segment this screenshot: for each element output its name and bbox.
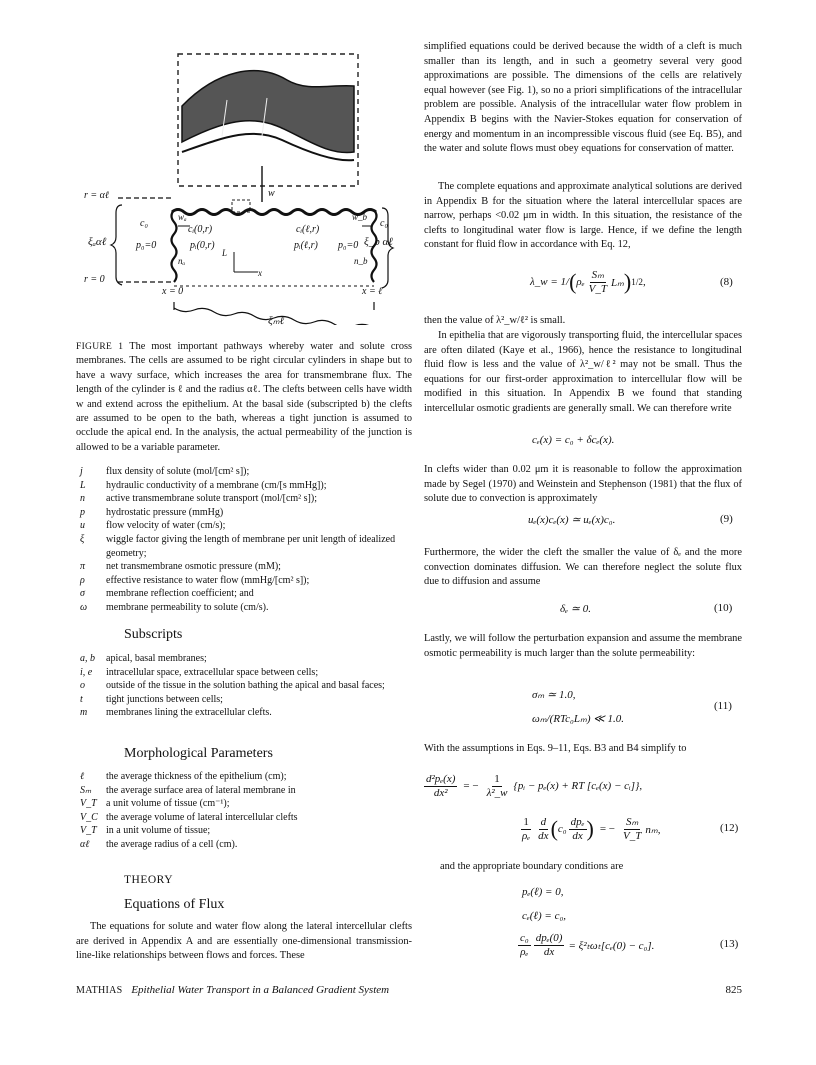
flux-heading: Equations of Flux [124, 897, 225, 912]
figure-caption [76, 340, 412, 455]
label-xi-bottom: ξₘℓ [268, 315, 285, 327]
symbol-entry [80, 479, 410, 493]
equation-ce: cₑ(x) = c₀ + δcₑ(x). [532, 434, 615, 446]
label-cell-pi: pᵢ(x,αℓ) [182, 158, 209, 168]
eq11-number: (11) [714, 700, 732, 712]
caption-lead: FIGURE 1 [76, 342, 124, 352]
figure-1 [82, 40, 400, 325]
boundary-2: cₑ(ℓ) = c₀, [522, 910, 567, 922]
symbol-entry [80, 797, 410, 811]
right-p5: In clefts wider than 0.02 μm it is reasonable to follow the approximation made by Segel (1970) and Weinstein and Stephenson (1981) that the flux of solute due to convection is approximately [424, 464, 742, 505]
symbol-entry [80, 706, 410, 720]
page-number: 825 [725, 984, 742, 996]
symbol-entry [80, 811, 410, 825]
symbol-entry [80, 693, 410, 707]
footer-title: Epithelial Water Transport in a Balanced Gradient System [131, 984, 390, 996]
symbol: t [80, 693, 83, 705]
right-p8: With the assumptions in Eqs. 9–11, Eqs. B3 and B4 simplify to [424, 743, 687, 754]
label-cilr: cᵢ(ℓ,r) [296, 224, 320, 235]
symbol-definition: in a unit volume of tissue; [106, 825, 211, 837]
symbol: ρ [80, 574, 85, 586]
symbol-definition: active transmembrane solute transport (mol/[cm² s]); [106, 493, 317, 505]
equation-12a: $\frac{\text{d²pₑ(x)}}{\text{dx²}}$ = − $\frac{1}{\text{λ²\_w}}$ {pᵢ − pₑ(x) + RT [cₑ(x) − cᵢ]}, [426, 772, 643, 799]
symbol-definition: membrane reflection coefficient; and [106, 588, 254, 600]
symbol-entry [80, 574, 410, 588]
subscripts-list [80, 652, 410, 720]
label-xi-left: ξₐαℓ [88, 236, 107, 248]
label-x0: x = 0 [162, 286, 184, 297]
symbol-definition: effective resistance to water flow (mmHg/[cm² s]); [106, 574, 310, 586]
label-pi0r: pᵢ(0,r) [190, 240, 215, 251]
symbol: αℓ [80, 838, 90, 850]
apical-membrane [172, 210, 376, 215]
symbol: a, b [80, 653, 95, 664]
eq8-number: (8) [720, 276, 733, 288]
left-paragraph: The equations for solute and water flow along the lateral intercellular clefts are derived in Appendix A and are essentially one-dimensional transmission-line-like relationships between flows and forces. These [76, 921, 412, 962]
label-xi-right: ξ_b αℓ [364, 236, 393, 248]
symbol-definition: the average radius of a cell (cm). [106, 838, 238, 850]
symbol-definition: outside of the tissue in the solution bathing the apical and basal faces; [106, 680, 385, 692]
symbol-entry [80, 838, 410, 852]
symbol: V_C [80, 811, 98, 823]
symbol-definition: hydrostatic pressure (mmHg) [106, 506, 224, 518]
symbol-entry [80, 824, 410, 838]
symbol: o [80, 680, 85, 692]
symbol: ℓ [80, 771, 85, 782]
symbol-entry [80, 770, 410, 784]
subscripts-heading: Subscripts [124, 627, 183, 642]
morph-list [80, 770, 410, 852]
symbol: L [80, 479, 86, 491]
symbol: n [80, 493, 85, 505]
label-wa: wₐ [178, 212, 187, 222]
label-ci0r: cᵢ(0,r) [188, 224, 213, 235]
symbol-entry [80, 533, 410, 560]
theory-heading: THEORY [124, 874, 173, 886]
label-wb: w_b [352, 212, 368, 222]
symbol-entry [80, 492, 410, 506]
symbol-entry [80, 506, 410, 520]
right-p4: In epithelia that are vigorously transporting fluid, the intercellular spaces are often dilated (Kaye et al., 1966), hence the resistance to longitudinal fluid flow is less and the value of λ²_w/ℓ² may not be small. Thus the equations for our first-order approximation to intercellular flow will be modified in this situation. In Appendix B we found that standing intercellular osmotic gradients are generally small. We can therefore write [424, 330, 742, 414]
left-lateral-membrane [172, 210, 177, 282]
label-r-top: r = αℓ [84, 190, 110, 201]
label-na: nₐ [178, 256, 186, 266]
symbol-entry [80, 652, 410, 666]
right-p6: Furthermore, the wider the cleft the smaller the value of δₑ and the more convection dominates diffusion. We can therefore neglect the solute flux due to diffusion and assume [424, 547, 742, 588]
symbol-entry [80, 560, 410, 574]
label-nb: n_b [354, 256, 368, 266]
symbol-definition: net transmembrane osmotic pressure (mM); [106, 561, 281, 573]
symbol-entry [80, 519, 410, 533]
symbol-definition: wiggle factor giving the length of membrane per unit length of idealized geometry; [106, 533, 396, 559]
label-w: w [268, 188, 275, 199]
symbol: ξ [80, 533, 85, 545]
equation-11a: σₘ ≃ 1.0, [532, 689, 576, 701]
symbol: ω [80, 601, 88, 613]
symbol-definition: a unit volume of tissue (cm⁻¹); [106, 798, 230, 810]
equation-12b: $\frac{1}{\text{ρₑ}}$ $\frac{d}{dx}$ ( c₀ $\frac{\text{dpₑ}}{dx}$ ) = − $\frac{\text{Sₘ}}{V\_T}$ nₘ, [522, 815, 661, 842]
symbol-definition: membrane permeability to solute (cm/s). [106, 601, 269, 613]
label-p0-left: p₀=0 [136, 240, 157, 251]
caption-text: The most important pathways whereby water and solute cross membranes. The cells are assumed to be right circular cylinders in shape but to have a wavy surface, which increases the area for transmembrane flux. The length of the cylinder is ℓ and the radius αℓ. The clefts between cells have width w and extend across the epithelium. At the basal side (subscripted b) the clefts are assumed to be open to the bath, whereas a tight junction is assumed to occlude the apical end. In the analysis, the actual permeability of the junction is allowed to be a variable parameter. [76, 341, 412, 453]
equation-11b: ωₘ/(RTc₀Lₘ) ≪ 1.0. [532, 713, 625, 725]
boundary-3: $\frac{\text{c₀}}{\text{ρₑ}}$ $\frac{\text{dpₑ(0)}}{dx}$ = ξ²ₜωₜ[cₑ(0) − c₀]. [520, 931, 655, 958]
label-L: L [222, 248, 228, 258]
eq12-number: (12) [720, 822, 739, 834]
symbol: i, e [80, 666, 93, 678]
symbol-definition: intracellular space, extracellular space between cells; [106, 666, 319, 678]
symbol-definition: flow velocity of water (cm/s); [106, 520, 226, 532]
symbol-list [80, 465, 410, 615]
page-footer [76, 984, 742, 996]
symbol-definition: hydraulic conductivity of a membrane (cm/[s mmHg]); [106, 479, 327, 491]
symbol: m [80, 707, 88, 719]
eq10-number: (10) [714, 602, 733, 614]
label-pilr: pᵢ(ℓ,r) [294, 240, 318, 251]
equation-10: δₑ ≃ 0. [560, 603, 591, 615]
right-p2: The complete equations and approximate analytical solutions are derived in Appendix B for the situation where the lateral intercellular spaces are narrow, perhaps <0.02 μm in width. In this situation, the resistance of the clefts to longitudinal water flow is large. Hence, if we define the length constant for fluid flow in accordance with Eq. 12, [424, 181, 742, 251]
symbol-entry [80, 587, 410, 601]
morph-heading: Morphological Parameters [124, 746, 273, 761]
symbol: p [80, 506, 85, 518]
symbol-definition: the average surface area of lateral membrane in [106, 784, 296, 796]
eq13-number: (13) [720, 938, 739, 950]
symbol: σ [80, 588, 85, 600]
label-c0-left: c₀ [140, 218, 148, 229]
symbol: u [80, 520, 85, 532]
label-cell-ci: cᵢ(x,αℓ) [242, 140, 269, 150]
symbol: π [80, 561, 86, 573]
symbol: j [80, 466, 83, 477]
right-p7: Lastly, we will follow the perturbation expansion and assume the membrane osmotic permeability is much larger than the solute permeability: [424, 633, 742, 659]
symbol-definition: membranes lining the extracellular clefts. [106, 707, 272, 719]
symbol: Sₘ [80, 784, 92, 796]
eq9-number: (9) [720, 513, 733, 525]
label-p0-right: p₀=0 [338, 240, 359, 251]
symbol-definition: tight junctions between cells; [106, 693, 223, 705]
right-p9: and the appropriate boundary conditions are [440, 861, 624, 872]
equation-9: uₑ(x)cₑ(x) ≃ uₑ(x)c₀. [528, 514, 616, 526]
symbol-entry [80, 601, 410, 615]
symbol-entry [80, 784, 410, 798]
boundary-1: pₑ(ℓ) = 0, [522, 886, 564, 898]
symbol: V_T [80, 798, 97, 810]
label-x-axis: x [258, 268, 262, 278]
symbol-entry [80, 666, 410, 680]
footer-author: MATHIAS [76, 985, 123, 996]
label-r-bottom: r = 0 [84, 274, 105, 285]
right-p3: then the value of λ²_w/ℓ² is small. [424, 315, 566, 326]
symbol-definition: the average thickness of the epithelium (cm); [106, 771, 287, 782]
symbol-definition: apical, basal membranes; [106, 653, 207, 664]
symbol-definition: the average volume of lateral intercellular clefts [106, 811, 298, 823]
label-xl: x = ℓ [362, 286, 383, 297]
symbol-entry [80, 465, 410, 479]
symbol-definition: flux density of solute (mol/[cm² s]); [106, 466, 250, 477]
label-c0-right: c₀ [380, 218, 388, 229]
right-p1: simplified equations could be derived because the width of a cleft is much smaller than its length, and in such a geometry several very good approximations are possible. The dimensions of the cells are relatively equal however (see Fig. 1), so no a priori simplifications of the intracellular problem are possible. Analysis of the intracellular water flow problem in Appendix B begins with the Navier-Stokes equation for conservation of energy and momentum in an incompressible viscous fluid (see Eq. B5), and the water and solute flows must obey equations for conservation of matter. [424, 41, 742, 155]
symbol-entry [80, 679, 410, 693]
symbol: V_T [80, 825, 97, 837]
figure-1-drawing [82, 40, 400, 325]
equation-8: λ_w = 1/ ( ρₑ $\frac{\text{Sₘ}}{V\_T}$ Lₘ ) 1/2 , [530, 268, 646, 295]
